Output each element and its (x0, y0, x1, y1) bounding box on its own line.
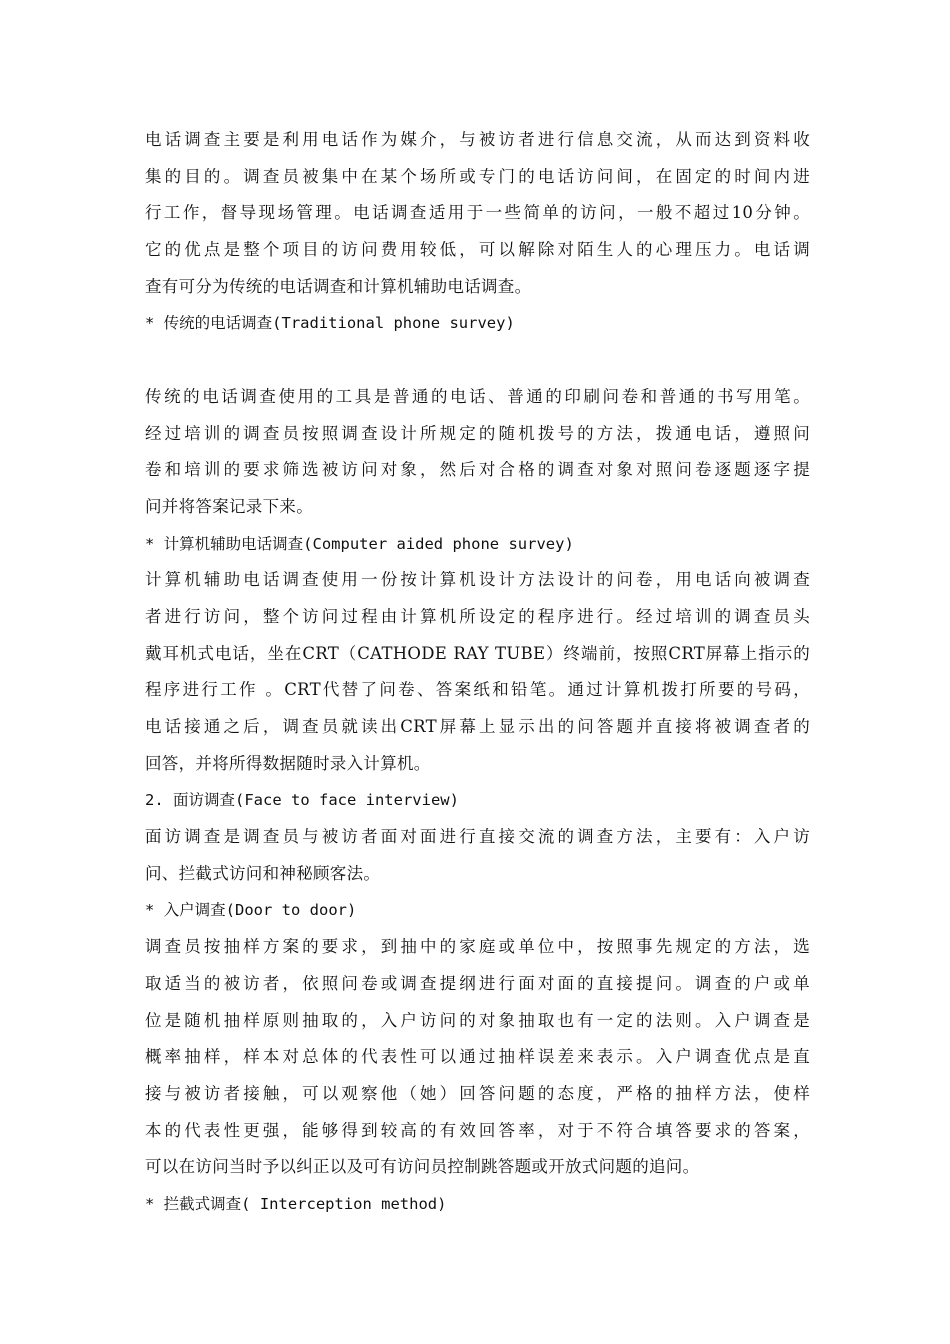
section-heading: * 计算机辅助电话调查(Computer aided phone survey) (145, 534, 574, 553)
text-line: 调查员按抽样方案的要求，到抽中的家庭或单位中，按照事先规定的方法，选 (145, 937, 810, 957)
text-line: 位是随机抽样原则抽取的，入户访问的对象抽取也有一定的法则。入户调查是 (145, 1010, 810, 1030)
text-line: 问并将答案记录下来。 (145, 496, 313, 516)
section-heading: * 入户调查(Door to door) (145, 901, 357, 920)
section-heading: * 拦截式调查( Interception method) (145, 1194, 447, 1213)
text-line: 可以在访问当时予以纠正以及可有访问员控制跳答题或开放式问题的追问。 (145, 1157, 700, 1177)
document-body (145, 122, 810, 1223)
text-line: 卷和培训的要求筛选被访问对象，然后对合格的调查对象对照问卷逐题逐字提 (145, 460, 810, 480)
text-line: 取适当的被访者，依照问卷或调查提纲进行面对面的直接提问。调查的户或单 (145, 973, 810, 993)
section-heading: * 传统的电话调查(Traditional phone survey) (145, 314, 515, 333)
text-line: 概率抽样，样本对总体的代表性可以通过抽样误差来表示。入户调查优点是直 (145, 1047, 810, 1067)
text-line: 电话调查主要是利用电话作为媒介，与被访者进行信息交流，从而达到资料收 (145, 130, 810, 149)
text-line: 本的代表性更强，能够得到较高的有效回答率，对于不符合填答要求的答案， (145, 1120, 810, 1140)
blank-line (145, 342, 810, 379)
text-line: 经过培训的调查员按照调查设计所规定的随机拨号的方法，拨通电话，遵照问 (145, 423, 810, 443)
text-line: 集的目的。调查员被集中在某个场所或专门的电话访问间，在固定的时间内进 (145, 166, 810, 186)
section-heading: 2. 面访调查(Face to face interview) (145, 791, 459, 810)
text-line: 传统的电话调查使用的工具是普通的电话、普通的印刷问卷和普通的书写用笔。 (145, 386, 810, 406)
text-line: 行工作，督导现场管理。电话调查适用于一些简单的访问，一般不超过10分钟。 (145, 203, 810, 223)
text-line: 回答，并将所得数据随时录入计算机。 (145, 753, 431, 773)
text-line: 问、拦截式访问和神秘顾客法。 (145, 863, 381, 883)
text-line: 电话接通之后，调查员就读出CRT屏幕上显示出的问答题并直接将被调查者的 (145, 717, 810, 736)
text-line: 查有可分为传统的电话调查和计算机辅助电话调查。 (145, 276, 532, 296)
text-line: 程序进行工作 。CRT代替了问卷、答案纸和铅笔。通过计算机拨打所要的号码， (145, 680, 810, 700)
text-line: 接与被访者接触，可以观察他（她）回答问题的态度，严格的抽样方法，使样 (145, 1083, 810, 1103)
text-line: 它的优点是整个项目的访问费用较低，可以解除对陌生人的心理压力。电话调 (145, 240, 810, 260)
text-line: 者进行访问，整个访问过程由计算机所设定的程序进行。经过培训的调查员头 (145, 606, 810, 626)
text-line: 面访调查是调查员与被访者面对面进行直接交流的调查方法，主要有：入户访 (145, 827, 810, 847)
text-line: 戴耳机式电话，坐在CRT（CATHODE RAY TUBE）终端前，按照CRT屏幕上指示的 (145, 643, 810, 663)
text-line: 计算机辅助电话调查使用一份按计算机设计方法设计的问卷，用电话向被调查 (145, 570, 810, 590)
